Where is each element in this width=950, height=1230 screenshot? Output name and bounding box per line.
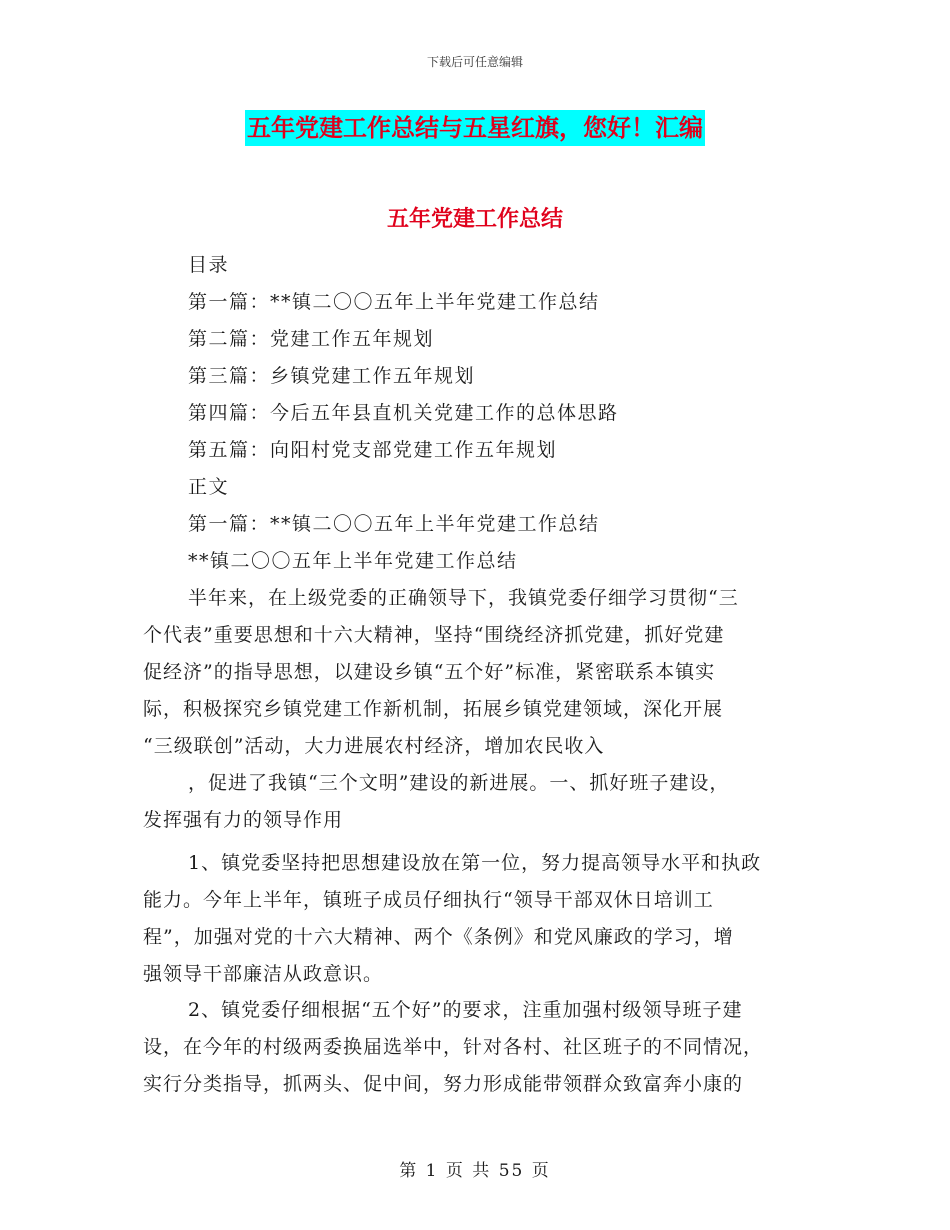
toc-item: 第一篇：**镇二〇〇五年上半年党建工作总结 <box>188 291 600 313</box>
paragraph-2 <box>143 765 813 839</box>
toc-item: 第五篇：向阳村党支部党建工作五年规划 <box>188 439 558 461</box>
chapter-title: 第一篇：**镇二〇〇五年上半年党建工作总结 <box>188 513 600 535</box>
paragraph-line: 实行分类指导，抓两头、促中间，努力形成能带领群众致富奔小康的 <box>143 1073 744 1095</box>
header-note: 下载后可任意编辑 <box>426 55 523 69</box>
paragraph-line: “三级联创”活动，大力进展农村经济，增加农民收入 <box>143 735 605 757</box>
main-title-container <box>0 110 950 146</box>
paragraph-line: 设，在今年的村级两委换届选举中，针对各村、社区班子的不同情况， <box>143 1036 764 1058</box>
paragraph-3 <box>143 845 813 993</box>
main-title: 五年党建工作总结与五星红旗，您好！汇编 <box>245 110 705 146</box>
toc-item: 第四篇：今后五年县直机关党建工作的总体思路 <box>188 402 619 424</box>
paragraph-line: 1、镇党委坚持把思想建设放在第一位，努力提高领导水平和执政 <box>188 852 762 874</box>
paragraph-4 <box>143 992 813 1103</box>
doc-title: **镇二〇〇五年上半年党建工作总结 <box>188 550 518 572</box>
sub-title: 五年党建工作总结 <box>386 207 563 232</box>
paragraph-line: ，促进了我镇“三个文明”建设的新进展。一、抓好班子建设， <box>188 772 730 794</box>
paragraph-line: 强领导干部廉洁从政意识。 <box>143 963 384 985</box>
paragraph-line: 个代表”重要思想和十六大精神，坚持“围绕经济抓党建，抓好党建 <box>143 624 725 646</box>
page-number: 第 1 页 共 55 页 <box>399 1161 551 1181</box>
toc-heading: 目录 <box>188 254 230 276</box>
toc-item: 第二篇：党建工作五年规划 <box>188 328 435 350</box>
toc-item: 第三篇：乡镇党建工作五年规划 <box>188 365 476 387</box>
paragraph-line: 促经济”的指导思想，以建设乡镇“五个好”标准，紧密联系本镇实 <box>143 661 716 683</box>
body-heading: 正文 <box>188 476 230 498</box>
paragraph-1 <box>143 580 813 765</box>
paragraph-line: 际，积极探究乡镇党建工作新机制，拓展乡镇党建领域，深化开展 <box>143 698 724 720</box>
paragraph-line: 程”，加强对党的十六大精神、两个《条例》和党风廉政的学习，增 <box>143 926 734 948</box>
paragraph-line: 2、镇党委仔细根据“五个好”的要求，注重加强村级领导班子建 <box>188 999 743 1021</box>
paragraph-line: 发挥强有力的领导作用 <box>143 809 344 831</box>
paragraph-line: 半年来，在上级党委的正确领导下，我镇党委仔细学习贯彻“三 <box>188 587 739 609</box>
paragraph-line: 能力。今年上半年，镇班子成员仔细执行“领导干部双休日培训工 <box>143 889 714 911</box>
